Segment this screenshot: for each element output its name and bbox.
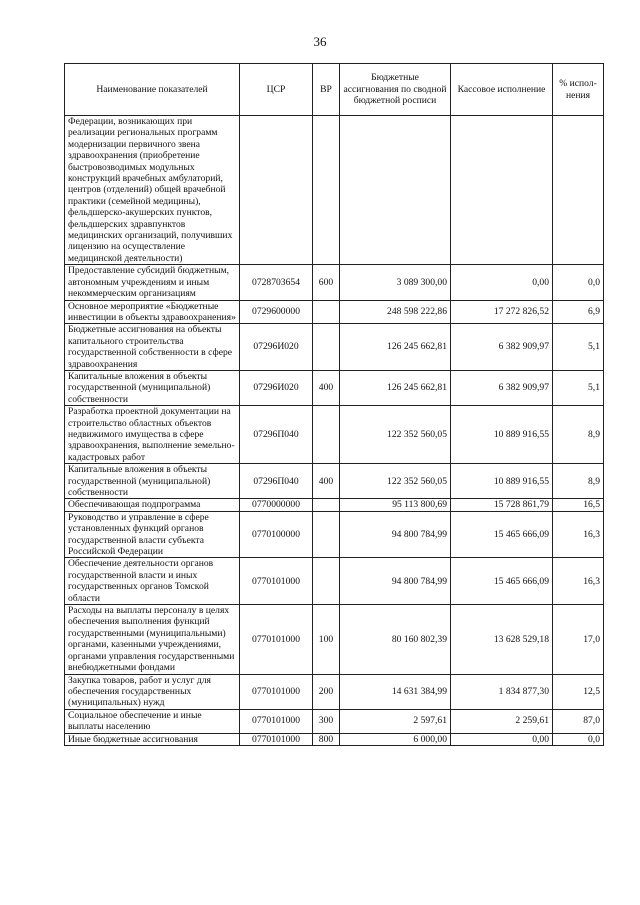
cell-csr: 0770000000 bbox=[240, 499, 313, 511]
cell-cash: 13 628 529,18 bbox=[451, 605, 553, 674]
cell-pct: 16,5 bbox=[553, 499, 604, 511]
cell-cash: 0,00 bbox=[451, 265, 553, 300]
table-row bbox=[65, 511, 604, 558]
cell-cash: 10 889 916,55 bbox=[451, 464, 553, 499]
cell-csr: 0770100000 bbox=[240, 511, 313, 558]
cell-name: Бюджетные ассигнования на объекты капитального строительства государственной собственности в сфере здравоохранения bbox=[65, 324, 240, 371]
cell-pct: 5,1 bbox=[553, 324, 604, 371]
cell-budget: 6 000,00 bbox=[340, 733, 451, 745]
cell-name: Иные бюджетные ассигнования bbox=[65, 733, 240, 745]
cell-vr: 400 bbox=[313, 370, 340, 405]
page-number: 36 bbox=[313, 34, 327, 49]
table-row bbox=[65, 324, 604, 371]
budget-execution-table bbox=[64, 63, 604, 746]
cell-name: Социальное обеспечение и иные выплаты населению bbox=[65, 709, 240, 733]
cell-vr bbox=[313, 406, 340, 464]
cell-pct: 12,5 bbox=[553, 674, 604, 709]
cell-budget: 95 113 800,69 bbox=[340, 499, 451, 511]
cell-budget: 14 631 384,99 bbox=[340, 674, 451, 709]
cell-budget bbox=[340, 116, 451, 265]
cell-csr: 07296И020 bbox=[240, 324, 313, 371]
table-row bbox=[65, 300, 604, 324]
column-header-pct: % испол-нения bbox=[553, 64, 604, 116]
cell-pct: 8,9 bbox=[553, 406, 604, 464]
cell-budget: 2 597,61 bbox=[340, 709, 451, 733]
column-header-name: Наименование показателей bbox=[65, 64, 240, 116]
cell-name: Разработка проектной документации на строительство областных объектов недвижимого имущества в сфере здравоохранения, выполнение земельно-кадастровых работ bbox=[65, 406, 240, 464]
cell-cash: 15 465 666,09 bbox=[451, 511, 553, 558]
cell-name: Обеспечение деятельности органов государственной власти и иных государственных органов Томской области bbox=[65, 558, 240, 605]
cell-vr: 300 bbox=[313, 709, 340, 733]
cell-budget: 122 352 560,05 bbox=[340, 406, 451, 464]
cell-pct: 0,0 bbox=[553, 733, 604, 745]
column-header-csr: ЦСР bbox=[240, 64, 313, 116]
table-row bbox=[65, 605, 604, 674]
cell-name: Федерации, возникающих при реализации региональных программ модернизации первичного звена здравоохранения (приобретение быстровозводимых модульных конструкций врачебных амбулаторий, центров (отделений) общей врачебной практики (семейной медицины), фельдшерско-акушерских пунктов, фельдшерских здравпунктов медицинских организаций, получивших лицензию на осуществление медицинской деятельности) bbox=[65, 116, 240, 265]
cell-cash: 6 382 909,97 bbox=[451, 324, 553, 371]
cell-csr: 07296П040 bbox=[240, 464, 313, 499]
cell-pct: 16,3 bbox=[553, 558, 604, 605]
cell-csr: 0728703654 bbox=[240, 265, 313, 300]
cell-vr bbox=[313, 499, 340, 511]
column-header-budget: Бюджетные ассигнования по сводной бюджетной росписи bbox=[340, 64, 451, 116]
cell-cash: 15 465 666,09 bbox=[451, 558, 553, 605]
cell-name: Капитальные вложения в объекты государственной (муниципальной) собственности bbox=[65, 370, 240, 405]
cell-cash: 15 728 861,79 bbox=[451, 499, 553, 511]
cell-vr: 200 bbox=[313, 674, 340, 709]
cell-vr: 800 bbox=[313, 733, 340, 745]
cell-cash: 0,00 bbox=[451, 733, 553, 745]
cell-vr bbox=[313, 300, 340, 324]
cell-csr: 07296И020 bbox=[240, 370, 313, 405]
cell-csr bbox=[240, 116, 313, 265]
cell-name: Капитальные вложения в объекты государственной (муниципальной) собственности bbox=[65, 464, 240, 499]
cell-cash: 2 259,61 bbox=[451, 709, 553, 733]
cell-name: Предоставление субсидий бюджетным, автономным учреждениям и иным некоммерческим организациям bbox=[65, 265, 240, 300]
table-row bbox=[65, 499, 604, 511]
cell-pct: 6,9 bbox=[553, 300, 604, 324]
cell-name: Основное мероприятие «Бюджетные инвестиции в объекты здравоохранения» bbox=[65, 300, 240, 324]
cell-name: Руководство и управление в сфере установленных функций органов государственной власти субъекта Российской Федерации bbox=[65, 511, 240, 558]
table-row bbox=[65, 558, 604, 605]
column-header-cash: Кассовое исполнение bbox=[451, 64, 553, 116]
cell-pct: 8,9 bbox=[553, 464, 604, 499]
cell-csr: 0729600000 bbox=[240, 300, 313, 324]
cell-cash: 1 834 877,30 bbox=[451, 674, 553, 709]
cell-cash: 17 272 826,52 bbox=[451, 300, 553, 324]
cell-budget: 122 352 560,05 bbox=[340, 464, 451, 499]
cell-budget: 80 160 802,39 bbox=[340, 605, 451, 674]
table-row bbox=[65, 265, 604, 300]
cell-pct: 5,1 bbox=[553, 370, 604, 405]
table-row bbox=[65, 733, 604, 745]
cell-csr: 0770101000 bbox=[240, 605, 313, 674]
table-row bbox=[65, 116, 604, 265]
cell-csr: 07296П040 bbox=[240, 406, 313, 464]
cell-budget: 94 800 784,99 bbox=[340, 511, 451, 558]
cell-vr bbox=[313, 116, 340, 265]
cell-vr bbox=[313, 511, 340, 558]
cell-name: Расходы на выплаты персоналу в целях обеспечения выполнения функций государственными (муниципальными) органами, казенными учреждениями, органами управления государственными внебюджетными фондами bbox=[65, 605, 240, 674]
cell-cash: 10 889 916,55 bbox=[451, 406, 553, 464]
cell-name: Закупка товаров, работ и услуг для обеспечения государственных (муниципальных) нужд bbox=[65, 674, 240, 709]
table-row bbox=[65, 674, 604, 709]
cell-vr: 600 bbox=[313, 265, 340, 300]
cell-csr: 0770101000 bbox=[240, 733, 313, 745]
cell-csr: 0770101000 bbox=[240, 709, 313, 733]
cell-cash bbox=[451, 116, 553, 265]
cell-pct: 16,3 bbox=[553, 511, 604, 558]
cell-csr: 0770101000 bbox=[240, 674, 313, 709]
cell-budget: 126 245 662,81 bbox=[340, 370, 451, 405]
cell-vr: 400 bbox=[313, 464, 340, 499]
cell-budget: 248 598 222,86 bbox=[340, 300, 451, 324]
column-header-vr: ВР bbox=[313, 64, 340, 116]
cell-vr bbox=[313, 558, 340, 605]
cell-pct bbox=[553, 116, 604, 265]
cell-pct: 87,0 bbox=[553, 709, 604, 733]
cell-budget: 126 245 662,81 bbox=[340, 324, 451, 371]
cell-budget: 94 800 784,99 bbox=[340, 558, 451, 605]
cell-budget: 3 089 300,00 bbox=[340, 265, 451, 300]
table-row bbox=[65, 709, 604, 733]
cell-pct: 17,0 bbox=[553, 605, 604, 674]
table-header-row bbox=[65, 64, 604, 116]
cell-vr: 100 bbox=[313, 605, 340, 674]
cell-name: Обеспечивающая подпрограмма bbox=[65, 499, 240, 511]
cell-cash: 6 382 909,97 bbox=[451, 370, 553, 405]
cell-vr bbox=[313, 324, 340, 371]
cell-csr: 0770101000 bbox=[240, 558, 313, 605]
cell-pct: 0,0 bbox=[553, 265, 604, 300]
table-row bbox=[65, 464, 604, 499]
table-row bbox=[65, 370, 604, 405]
table-row bbox=[65, 406, 604, 464]
